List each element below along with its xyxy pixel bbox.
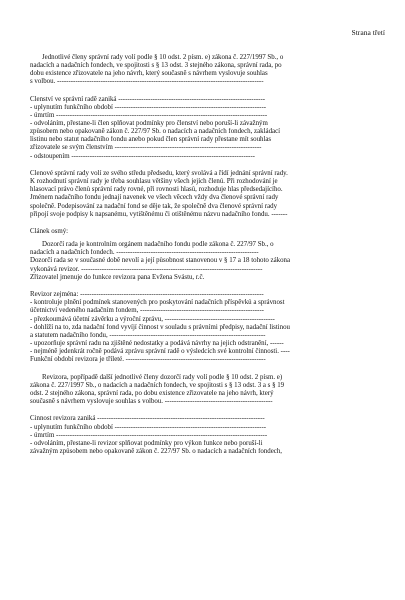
paragraph-revizor-zanika	[30, 415, 385, 455]
text-line: a statutem nadačního fondu, --------------------------------------------------------------------	[30, 331, 266, 339]
text-line: Zřizovatel jmenuje do funkce revizora pana Evžena Švástu, r.č.	[30, 273, 205, 281]
text-line: Revizora, popřípadě další jednotlivé členy dozorčí rady volí podle § 10 odst. 2 písm. e)	[42, 373, 283, 381]
paragraph-sprava-volba	[30, 54, 385, 86]
text-line: vykonává revizor. -------------------------------------------------------------------------------	[30, 265, 263, 273]
text-line: - odvoláním, přestane-li revizor splňovat podmínky pro výkon funkce nebo poruší-li	[30, 439, 263, 447]
text-line: Dozorčí rada je kontrolním orgánem nadačního fondu podle zákona č. 227/97 Sb., o	[42, 241, 274, 249]
text-line: hlasovací právo členů správní rady rovné, při rovnosti hlasů, rozhoduje hlas předsedajícího.	[30, 186, 283, 194]
text-line: nadacích a nadačních fondech. --------------------------------------------------------------	[30, 249, 259, 257]
text-line: nadacích a nadačních fondech, ve spojitosti s § 13 odst. 3 stejného zákona, správní rada, po	[30, 62, 282, 70]
text-line: listinu nebo statut nadačního fondu anebo pokud člen správní rady přestane mít souhlas	[30, 136, 272, 144]
paragraph-dozorci-rada	[30, 241, 385, 281]
text-line: současně s návrhem vyslovuje souhlas s volbou. -----------------------------------------------	[30, 397, 273, 405]
paragraph-revizor-zejmena	[30, 291, 385, 364]
text-line: - dohlíží na to, zda nadační fond vyvíjí činnost v souladu s právními předpisy, nadační listinou	[30, 323, 291, 331]
text-line: Jednotlivé členy správní rady volí podle § 10 odst. 2 písm. e) zákona č. 227/1997 Sb., o	[42, 54, 284, 61]
text-line: - kontroluje plnění podmínek stanovených pro poskytování nadačních příspěvků a správnost	[30, 299, 285, 307]
text-line: - přezkoumává účetní závěrku a výroční zprávu, ------------------------------------------------	[30, 315, 275, 323]
text-line: společně. Podepisování za nadační fond se děje tak, že společně dva členové správní rady	[30, 202, 278, 210]
text-line: - uplynutím funkčního období ------------------------------------------------------------------	[30, 103, 267, 111]
text-line: - nejméně jedenkrát ročně podává zprávu správní radě o výsledcích své kontrolní činnosti. ----	[30, 347, 290, 355]
text-line: Členové správní rady volí ze svého středu předsedu, který svolává a řídí jednání správní rady.	[30, 170, 288, 178]
text-line: Revizor zejména: --------------------------------------------------------------------------------	[30, 291, 264, 299]
text-line: Dozorčí rada se v současné době nevolí a její působnost stanovenou v § 17 a 18 tohoto zákona	[30, 257, 291, 265]
text-line: - upozorňuje správní radu na zjištěné nedostatky a podává návrhy na jejich odstranění, ------	[30, 339, 284, 347]
paragraph-clenstvi-zanika	[30, 96, 385, 161]
text-line: K rozhodnutí správní rady je třeba souhlasu většiny všech jejích členů. Při rozhodování je	[30, 178, 278, 186]
page-label: Strana třetí	[351, 28, 385, 37]
text-line: Členství ve správní radě zaniká ----------------------------------------------------------------	[30, 95, 266, 103]
paragraph-revizor-volba	[30, 374, 385, 406]
text-line: zřizovatele se svým členstvím ----------------------------------------------------------------	[30, 144, 262, 152]
text-line: Funkční období revizora je tříleté. -------------------------------------------------------------	[30, 356, 266, 363]
text-line: Činnost revizora zaniká -------------------------------------------------------------------------	[30, 415, 265, 423]
text-line: odst. 2 stejného zákona, správní rada, po dobu existence zřizovatele na jeho návrh, který	[30, 389, 274, 397]
text-line: připojí svoje podpisy k napsanému, vytištěnému či otištěnému názvu nadačního fondu. -------	[30, 210, 288, 218]
text-line: - odvoláním, přestane-li člen splňovat podmínky pro členství nebo poruší-li závažným	[30, 120, 268, 128]
text-line: Jménem nadačního fondu jednají navenek ve všech věcech vždy dva členové správní rady	[30, 194, 279, 202]
text-line: s volbou. ------------------------------------------------------------------------------------------	[30, 78, 264, 86]
text-line: zákona č. 227/1997 Sb., o nadacích a nadačních fondech, ve spojitosti s § 13 odst. 3 a s § 19	[30, 381, 285, 389]
text-line: způsobem nebo opakovaně zákon č. 227/97 Sb. o nadacích a nadačních fondech, zakládací	[30, 128, 281, 136]
text-line: účetnictví vedeného nadačním fondem, ------------------------------------------------------	[30, 307, 264, 315]
text-line: - odstoupením --------------------------------------------------------------------------------	[30, 152, 255, 160]
paragraph-predseda	[30, 170, 385, 219]
article-heading: Článek osmý:	[30, 228, 69, 236]
text-line: - uplynutím funkčního období ------------------------------------------------------------------	[30, 423, 267, 431]
text-line: závažným způsobem nebo opakovaně zákon č. 227/97 Sb. o nadacích a nadačních fondech,	[30, 447, 282, 455]
text-line: - úmrtím --------------------------------------------------------------------------------------------	[30, 112, 268, 120]
text-line: - úmrtím --------------------------------------------------------------------------------------------	[30, 431, 268, 439]
text-line: dobu existence zřizovatele na jeho návrh, který současně s návrhem vyslovuje souhlas	[30, 70, 268, 78]
